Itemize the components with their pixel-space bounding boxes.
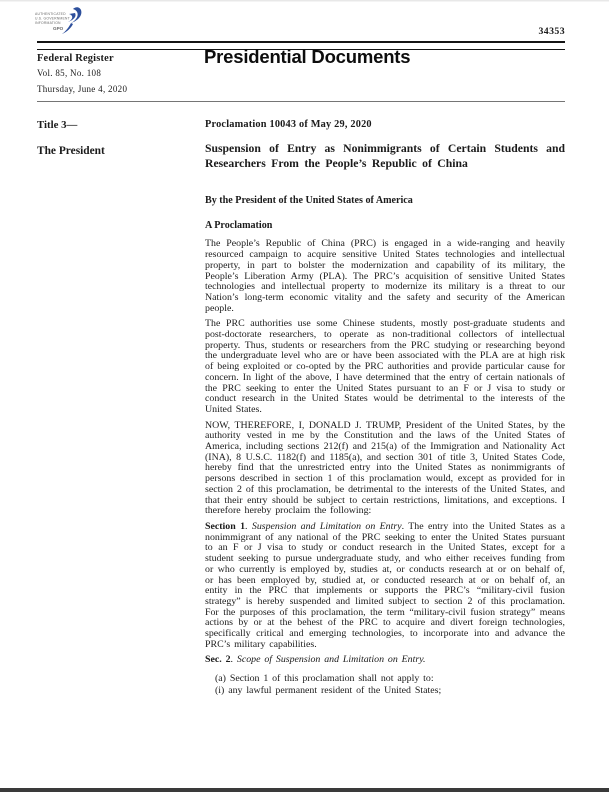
title-3-label: Title 3—	[37, 119, 78, 131]
proclamation-title: Suspension of Entry as Nonimmigrants of Certain Students and Researchers From the People’s Republic of China	[205, 142, 565, 171]
paragraph-3: NOW, THEREFORE, I, DONALD J. TRUMP, President of the United States, by the authority vested in me by the Constitution and the laws of the United States of America, including sections 212(f) and 215(a) of the Immigration and Nationality Act (INA), 8 U.S.C. 1182(f) and 1185(a), and section 301 of title 3, United States Code, hereby find that the unrestricted entry into the United States as nonimmigrants of persons described in section 1 of this proclamation would, except as provided for in section 2 of this proclamation, be detrimental to the interests of the United States, and that their entry should be subject to certain restrictions, limitations, and exceptions. I therefore hereby proclaim the following:	[205, 419, 565, 517]
document-body	[205, 239, 565, 696]
section-2-heading: Sec. 2. Scope of Suspension and Limitation on Entry.	[205, 654, 426, 666]
masthead	[37, 53, 127, 94]
section-2a-i: (i) any lawful permanent resident of the United States;	[215, 684, 442, 696]
byline: By the President of the United States of America	[205, 195, 413, 207]
section-2a: (a) Section 1 of this proclamation shall not apply to:	[215, 673, 434, 685]
paragraph-2: The PRC authorities use some Chinese students, mostly post-graduate students and post-doctorate researchers, to operate as non-traditional collectors of intellectual property. Thus, students or researchers from the PRC studying or researching beyond the undergraduate level who are or have been associated with the PLA are at high risk of being exploited or co-opted by the PRC authorities and provide particular cause for concern. In light of the above, I have determined that the entry of certain nationals of the PRC seeking to enter the United States pursuant to an F or J visa to study or conduct research in the United States would be detrimental to the interests of the United States.	[205, 318, 566, 415]
masthead-divider-rule	[37, 101, 565, 102]
page-bottom-edge	[0, 788, 609, 792]
gpo-logo-gpo-text: GPO	[53, 26, 64, 31]
publication-title: Federal Register	[37, 53, 114, 64]
document-column	[205, 119, 565, 698]
section-1: Section 1. Suspension and Limitation on Entry. The entry into the United States as a nonimmigrant of any national of the PRC seeking to enter the United States pursuant to an F or J visa to study or conduct research in the United States, except for a student seeking to pursue undergraduate study, and who either receives funding from or who currently is employed by, studies at, or conducts research at or on behalf of, or has been employed by, studied at, or conducted research at or on behalf of, an entity in the PRC that implements or supports the PRC’s “military-civil fusion strategy” is hereby suspended and limited subject to section 2 of this proclamation. For the purposes of this proclamation, the term “military-civil fusion strategy” means actions by or at the behest of the PRC to acquire and divert foreign technologies, specifically critical and emerging technologies, to incorporate into and advance the PRC’s military capabilities.	[205, 520, 565, 650]
issue-date: Thursday, June 4, 2020	[37, 84, 128, 94]
proclamation-number-line: Proclamation 10043 of May 29, 2020	[205, 119, 372, 130]
gpo-logo-line-1: AUTHENTICATED	[35, 12, 66, 16]
the-president-label: The President	[37, 145, 105, 157]
gpo-logo-line-3: INFORMATION	[35, 21, 61, 25]
page-number: 34353	[538, 26, 565, 37]
a-proclamation-heading: A Proclamation	[205, 220, 273, 232]
section-heading: Presidential Documents	[204, 46, 411, 67]
gpo-logo-line-2: U.S. GOVERNMENT	[35, 16, 70, 21]
gpo-authentication-logo	[33, 6, 89, 43]
paragraph-1: The People’s Republic of China (PRC) is engaged in a wide-ranging and heavily resourced campaign to acquire sensitive United States technologies and intellectual property, in part to bolster the modernization and capability of its military, the People’s Liberation Army (PLA). The PRC’s acquisition of sensitive United States technologies and intellectual property to modernize its military is a threat to our Nation’s long-term economic vitality and the safety and security of the American people.	[205, 238, 565, 314]
volume-number: Vol. 85, No. 108	[37, 68, 102, 78]
margin-column	[37, 119, 187, 157]
page-top-edge	[0, 0, 609, 2]
gpo-eagle-icon	[33, 6, 89, 38]
